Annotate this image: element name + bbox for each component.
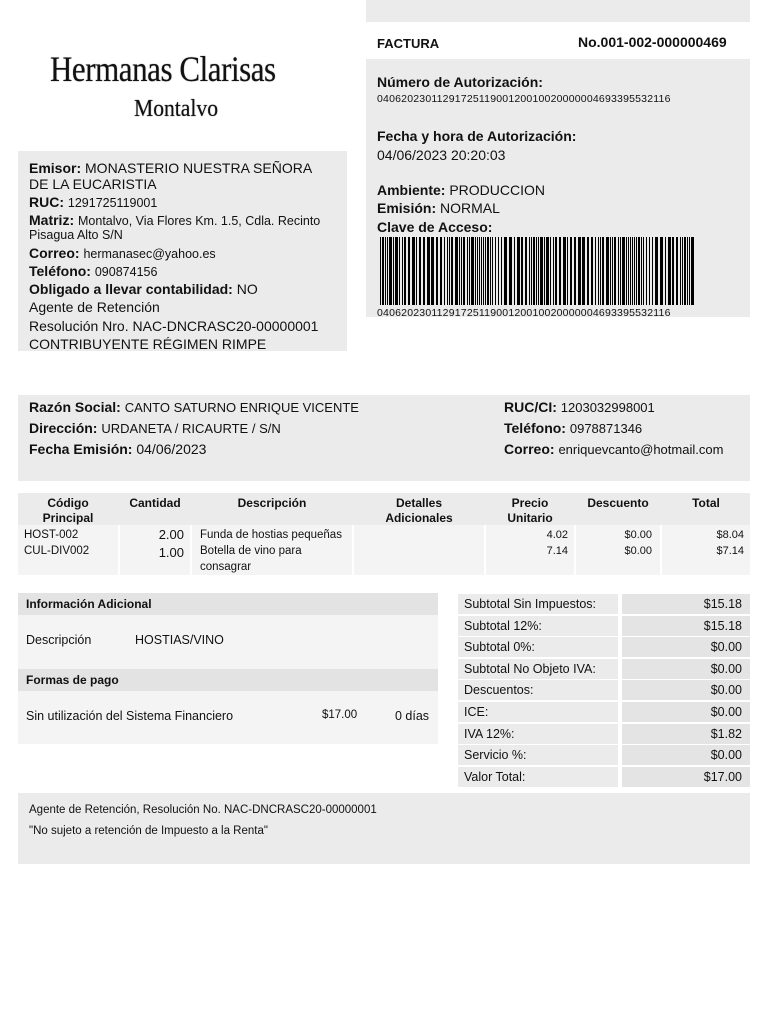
row2-codigo: CUL-DIV002 bbox=[24, 545, 90, 557]
direccion-row bbox=[29, 420, 281, 436]
razon-label: Razón Social: bbox=[29, 399, 121, 415]
factura-label: FACTURA bbox=[377, 36, 440, 51]
th-cantidad: Cantidad bbox=[129, 496, 181, 510]
th-precio-2: Unitario bbox=[507, 511, 553, 525]
total-label: Valor Total: bbox=[458, 767, 618, 787]
th-codigo-1: Código bbox=[47, 496, 89, 510]
emisor-name-2: DE LA EUCARISTIA bbox=[29, 176, 157, 192]
fecha-emision-value: 04/06/2023 bbox=[136, 441, 207, 457]
total-row bbox=[458, 767, 750, 788]
contabilidad-row bbox=[29, 281, 258, 297]
info-adicional-title: Información Adicional bbox=[26, 597, 152, 611]
logo-title: Hermanas Clarisas bbox=[50, 49, 276, 89]
th-detalles bbox=[354, 496, 484, 526]
total-row bbox=[458, 745, 750, 766]
row1-precio: 4.02 bbox=[546, 529, 568, 541]
ambiente-label: Ambiente: bbox=[377, 182, 446, 198]
total-value: $15.18 bbox=[622, 616, 750, 636]
col-bg-detalles bbox=[354, 525, 484, 575]
ruc-ci-row bbox=[504, 399, 655, 415]
direccion-value: URDANETA / RICAURTE / S/N bbox=[101, 421, 281, 436]
emision-label: Emisión: bbox=[377, 200, 437, 216]
footer-line-2: "No sujeto a retención de Impuesto a la Renta" bbox=[29, 825, 268, 837]
header-bar bbox=[366, 0, 750, 22]
row2-descripcion: Botella de vino para bbox=[200, 545, 302, 557]
telefono-label: Teléfono: bbox=[29, 263, 91, 279]
footer-line-1: Agente de Retención, Resolución No. NAC-DNCRASC20-00000001 bbox=[29, 804, 377, 816]
formas-pago-valor: $17.00 bbox=[322, 709, 358, 721]
row2-descripcion-2: consagrar bbox=[200, 561, 252, 573]
emisor-box bbox=[18, 151, 347, 351]
total-row bbox=[458, 724, 750, 745]
total-row bbox=[458, 616, 750, 637]
razon-value: CANTO SATURNO ENRIQUE VICENTE bbox=[124, 400, 359, 415]
th-descuento: Descuento bbox=[587, 496, 649, 510]
emisor-name: MONASTERIO NUESTRA SEÑORA bbox=[85, 160, 313, 176]
table-header bbox=[18, 493, 750, 525]
formas-pago-metodo: Sin utilización del Sistema Financiero bbox=[26, 709, 234, 723]
row2-total: $7.14 bbox=[716, 545, 744, 557]
row2-descuento: $0.00 bbox=[624, 545, 652, 557]
total-row bbox=[458, 702, 750, 723]
total-value: $1.82 bbox=[622, 724, 750, 744]
th-descripcion: Descripción bbox=[237, 496, 307, 510]
row1-total: $8.04 bbox=[716, 529, 744, 541]
matriz-value-2: Pisagua Alto S/N bbox=[29, 228, 123, 242]
table-body bbox=[18, 525, 750, 575]
barcode bbox=[380, 237, 694, 305]
formas-pago-title: Formas de pago bbox=[26, 673, 119, 687]
correo-label: Correo: bbox=[29, 245, 80, 261]
ruc-label: RUC: bbox=[29, 194, 64, 210]
th-precio-1: Precio bbox=[511, 496, 549, 510]
total-label: Subtotal 0%: bbox=[458, 637, 618, 657]
clave-label: Clave de Acceso: bbox=[377, 219, 493, 235]
row1-codigo: HOST-002 bbox=[24, 529, 79, 541]
ambiente-value: PRODUCCION bbox=[449, 182, 546, 198]
authorization-date: 04/06/2023 20:20:03 bbox=[377, 147, 506, 163]
ruc-ci-label: RUC/CI: bbox=[504, 399, 557, 415]
row2-precio: 7.14 bbox=[546, 545, 568, 557]
row1-descuento: $0.00 bbox=[624, 529, 652, 541]
total-value: $0.00 bbox=[622, 745, 750, 765]
total-label: Subtotal 12%: bbox=[458, 616, 618, 636]
authorization-label: Número de Autorización: bbox=[377, 74, 543, 90]
total-row bbox=[458, 680, 750, 701]
th-codigo bbox=[18, 496, 118, 526]
direccion-label: Dirección: bbox=[29, 420, 98, 436]
footer-note bbox=[18, 793, 750, 864]
emision-value: NORMAL bbox=[440, 200, 500, 216]
th-precio bbox=[486, 496, 574, 526]
cliente-telefono-row bbox=[504, 420, 642, 436]
emisor-row bbox=[29, 160, 312, 176]
cliente-correo-value: enriquevcanto@hotmail.com bbox=[558, 442, 724, 457]
total-row bbox=[458, 594, 750, 615]
total-value: $17.00 bbox=[622, 767, 750, 787]
emision-row bbox=[377, 200, 500, 216]
total-row bbox=[458, 637, 750, 658]
fecha-emision-label: Fecha Emisión: bbox=[29, 441, 133, 457]
cliente-correo-row bbox=[504, 441, 723, 457]
emisor-label: Emisor: bbox=[29, 160, 82, 176]
authorization-number: 0406202301129172511900120010020000004693395532116 bbox=[377, 93, 671, 105]
total-label: Subtotal No Objeto IVA: bbox=[458, 659, 618, 679]
th-codigo-2: Principal bbox=[42, 511, 94, 525]
row1-descripcion: Funda de hostias pequeñas bbox=[200, 529, 342, 541]
agente-retencion: Agente de Retención bbox=[29, 299, 160, 315]
razon-row bbox=[29, 399, 359, 415]
th-detalles-1: Detalles bbox=[395, 496, 443, 510]
total-label: ICE: bbox=[458, 702, 618, 722]
matriz-value: Montalvo, Via Flores Km. 1.5, Cdla. Recinto bbox=[78, 214, 321, 228]
th-total: Total bbox=[692, 496, 720, 510]
contabilidad-value: NO bbox=[236, 281, 258, 297]
total-value: $0.00 bbox=[622, 680, 750, 700]
total-label: Servicio %: bbox=[458, 745, 618, 765]
matriz-label: Matriz: bbox=[29, 212, 75, 228]
ruc-row bbox=[29, 194, 157, 211]
total-value: $0.00 bbox=[622, 659, 750, 679]
total-value: $15.18 bbox=[622, 594, 750, 614]
formas-pago-plazo: 0 días bbox=[395, 709, 430, 723]
clave-number: 0406202301129172511900120010020000004693395532116 bbox=[377, 307, 671, 319]
telefono-row bbox=[29, 263, 157, 280]
factura-number: No.001-002-000000469 bbox=[578, 34, 727, 50]
contabilidad-label: Obligado a llevar contabilidad: bbox=[29, 281, 233, 297]
ambiente-row bbox=[377, 182, 545, 198]
total-value: $0.00 bbox=[622, 702, 750, 722]
info-descripcion-value: HOSTIAS/VINO bbox=[135, 633, 224, 647]
ruc-value: 1291725119001 bbox=[67, 196, 158, 210]
cliente-correo-label: Correo: bbox=[504, 441, 555, 457]
row2-cantidad: 1.00 bbox=[158, 545, 184, 560]
resolucion: Resolución Nro. NAC-DNCRASC20-00000001 bbox=[29, 318, 319, 334]
total-label: Subtotal Sin Impuestos: bbox=[458, 594, 618, 614]
ruc-ci-value: 1203032998001 bbox=[560, 400, 655, 415]
authorization-date-label: Fecha y hora de Autorización: bbox=[377, 128, 577, 144]
row1-cantidad: 2.00 bbox=[158, 527, 184, 542]
cliente-telefono-label: Teléfono: bbox=[504, 420, 566, 436]
total-row bbox=[458, 659, 750, 680]
logo-subtitle: Montalvo bbox=[134, 96, 218, 122]
th-detalles-2: Adicionales bbox=[385, 511, 453, 525]
info-descripcion-label: Descripción bbox=[26, 633, 92, 647]
cliente-telefono-value: 0978871346 bbox=[569, 421, 643, 436]
fecha-emision-row bbox=[29, 441, 206, 457]
total-value: $0.00 bbox=[622, 637, 750, 657]
telefono-value: 090874156 bbox=[94, 265, 158, 279]
regimen: CONTRIBUYENTE RÉGIMEN RIMPE bbox=[29, 336, 267, 352]
total-label: IVA 12%: bbox=[458, 724, 618, 744]
correo-value: hermanasec@yahoo.es bbox=[83, 247, 216, 261]
total-label: Descuentos: bbox=[458, 680, 618, 700]
correo-row bbox=[29, 245, 216, 262]
